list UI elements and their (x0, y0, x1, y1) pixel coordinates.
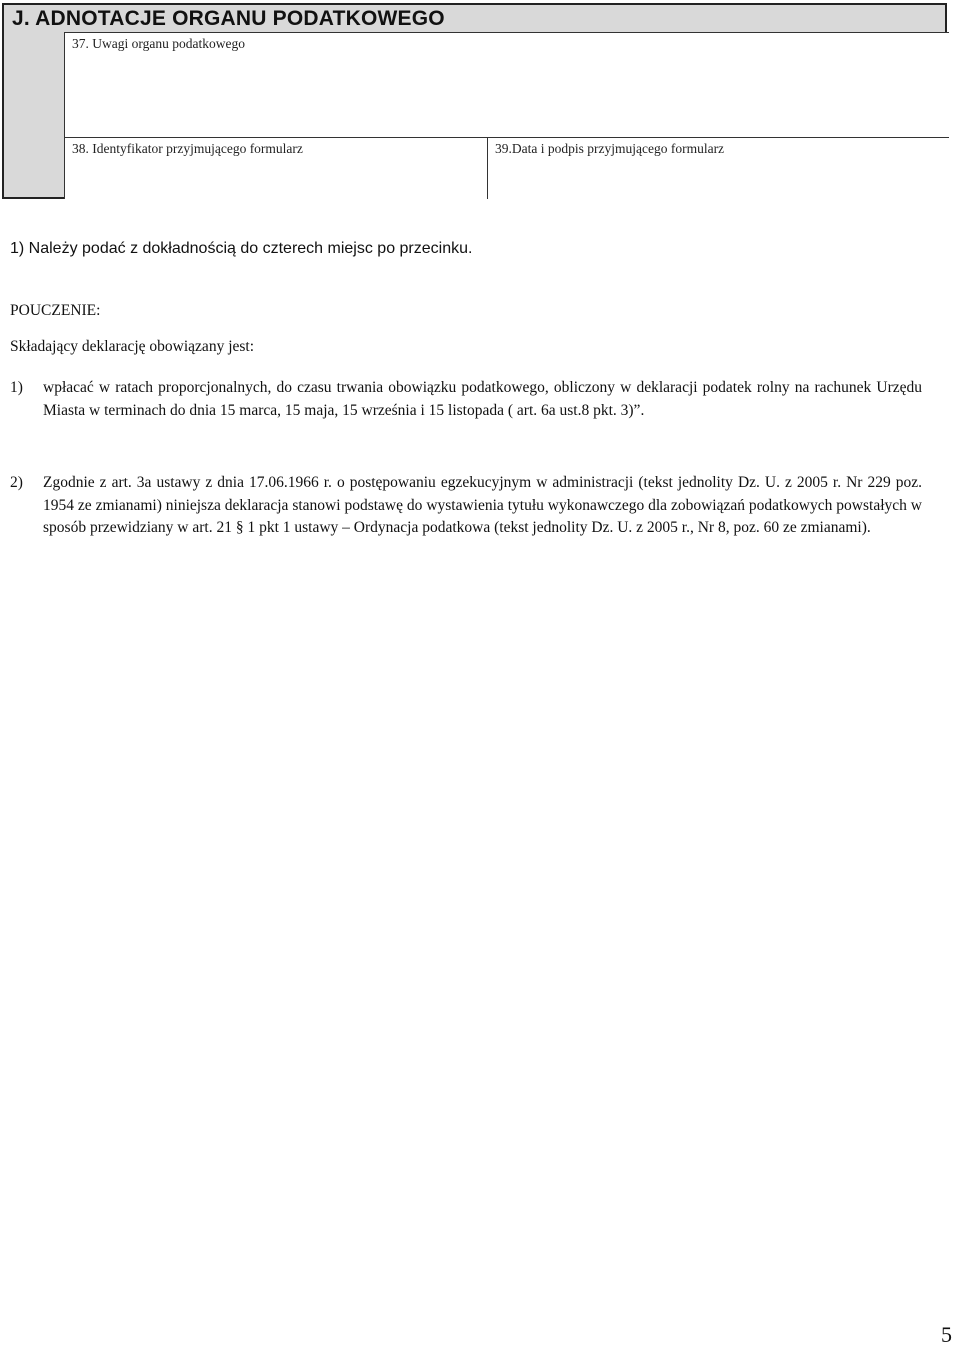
tax-office-remarks-label: 37. Uwagi organu podatkowego (72, 36, 245, 51)
receiver-id-field[interactable] (65, 138, 488, 199)
pouczenie-heading: POUCZENIE: (10, 302, 101, 319)
pouczenie-item-1 (10, 377, 922, 422)
section-j-box (2, 3, 947, 199)
tax-office-remarks-field[interactable] (65, 33, 949, 138)
pouczenie-intro: Składający deklarację obowiązany jest: (10, 338, 255, 355)
receiver-id-label: 38. Identyfikator przyjmującego formularz (72, 141, 303, 156)
footnote-1: 1) Należy podać z dokładnością do czterech miejsc po przecinku. (10, 240, 473, 257)
pouczenie-item-2 (10, 472, 922, 540)
item-text: wpłacać w ratach proporcjonalnych, do czasu trwania obowiązku podatkowego, obliczony w deklaracji podatek rolny na rachunek Urzędu Miasta w terminach do dnia 15 marca, 15 maja, 15 września i 15 listopada ( art. 6a ust.8 pkt. 3)”. (43, 379, 922, 419)
section-title: J. ADNOTACJE ORGANU PODATKOWEGO (12, 7, 445, 30)
receiver-date-signature-label: 39.Data i podpis przyjmującego formularz (495, 141, 725, 156)
page-number: 5 (941, 1322, 952, 1347)
item-text: Zgodnie z art. 3a ustawy z dnia 17.06.1966 r. o postępowaniu egzekucyjnym w administracji (tekst jednolity Dz. U. z 2005 r. Nr 229 poz. 1954 ze zmianami) niniejsza deklaracja stanowi podstawę do wystawienia tytułu wykonawczego dla zobowiązań podatkowych powstałych w sposób przewidziany w art. 21 § 1 pkt 1 ustawy – Ordynacja podatkowa (tekst jednolity Dz. U. z 2005 r., Nr 8, poz. 60 ze zmianami). (43, 474, 922, 536)
receiver-date-signature-field[interactable] (488, 138, 949, 199)
item-number: 1) (10, 379, 23, 396)
annotations-frame (64, 32, 949, 199)
item-number: 2) (10, 474, 23, 491)
